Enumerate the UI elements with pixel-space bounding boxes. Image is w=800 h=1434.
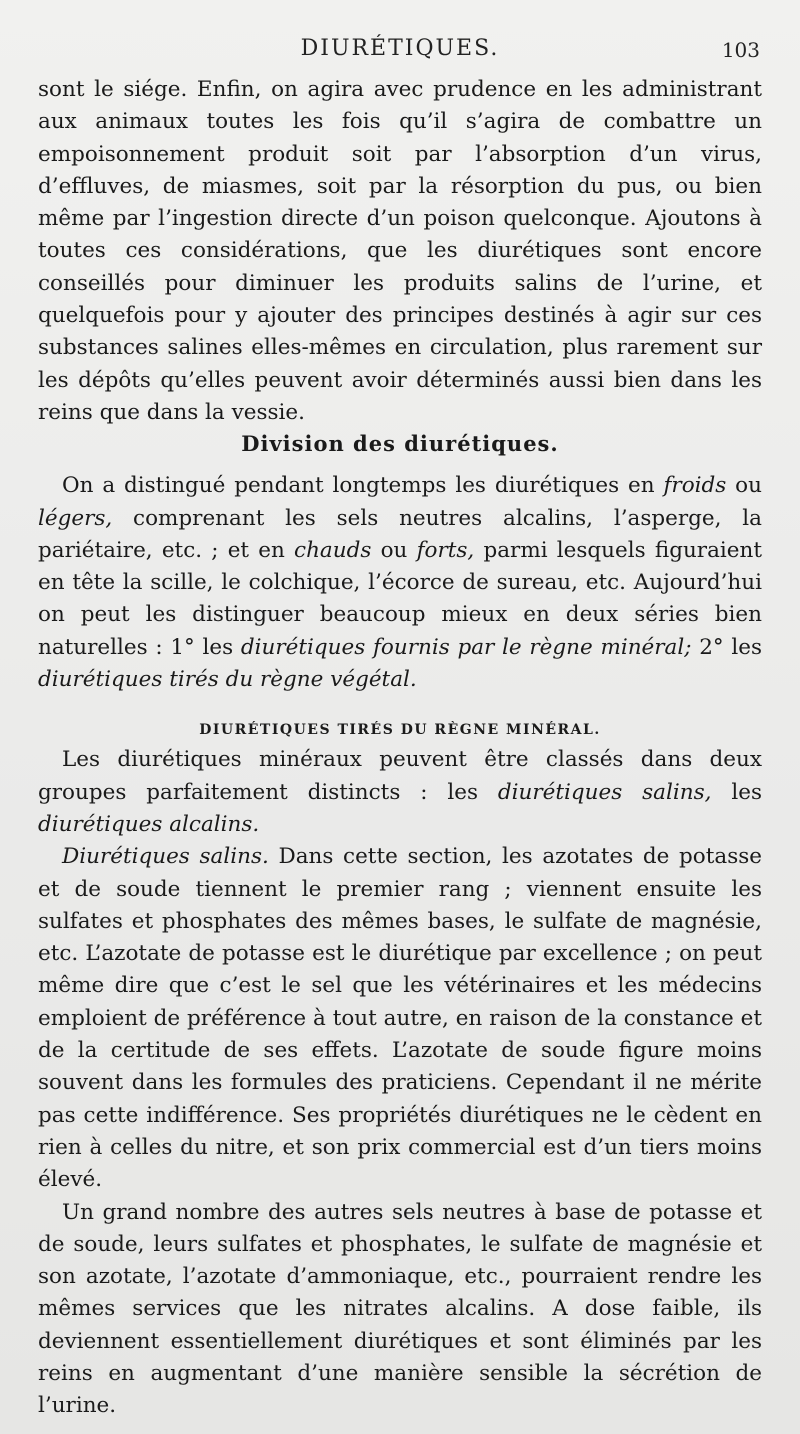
italic-vegetal-series: diurétiques tirés du règne végétal.	[38, 667, 417, 693]
text-run: ou	[726, 473, 762, 499]
italic-legers: légers,	[38, 505, 113, 531]
italic-alcalins: diurétiques alcalins.	[38, 811, 260, 837]
running-head	[38, 30, 762, 74]
text-run: ou	[371, 537, 417, 563]
subheading-mineral: DIURÉTIQUES TIRÉS DU RÈGNE MINÉRAL.	[199, 722, 601, 739]
italic-diuretiques-salins: Diurétiques salins.	[62, 844, 269, 870]
body-text	[38, 74, 762, 1423]
text-run: On a distingué pendant longtemps les diurétiques en	[62, 473, 664, 499]
section-heading-division: Division des diurétiques.	[241, 431, 559, 457]
paragraph-mineral-groups	[38, 744, 762, 841]
italic-froids: froids	[663, 473, 727, 499]
page-number: 103	[721, 38, 760, 62]
italic-chauds: chauds	[294, 537, 372, 563]
text-run: 2° les	[691, 634, 763, 660]
text-run: comprenant les sels neutres alcalins, l’asperge, la pariétaire, etc. ; et en	[38, 505, 762, 563]
paragraph-continued: sont le siége. Enfin, on agira avec prudence en les administrant aux animaux toutes les fois qu’il s’agira de combattre un empoisonnement produit soit par l’absorption d’un virus, d’effluves, de miasmes, soit par la résorption du pus, ou bien même par l’ingestion directe d’un poison quelconque. Ajoutons à toutes ces considérations, que les diurétiques sont encore conseillés pour diminuer les produits salins de l’urine, et quelquefois pour y ajouter des principes destinés à agir sur ces substances salines elles-mêmes en circulation, plus rarement sur les dépôts qu’elles peuvent avoir déterminés aussi bien dans les reins que dans la vessie.	[38, 77, 762, 425]
running-title: DIURÉTIQUES.	[300, 36, 500, 61]
paragraph-diuretiques-salins	[38, 841, 762, 1196]
text-run: parmi lesquels figuraient en tête la scille, le colchique, l’écorce de sureau, etc. Aujourd’hui on peut les distinguer beaucoup mieux en deux séries bien naturelles : 1° les	[38, 537, 762, 660]
text-run: les	[711, 779, 762, 805]
italic-forts: forts,	[416, 537, 475, 563]
paragraph-division	[38, 470, 762, 696]
paragraph-autres-sels: Un grand nombre des autres sels neutres à base de potasse et de soude, leurs sulfates et phosphates, le sulfate de magnésie et son azotate, l’azotate d’ammoniaque, etc., pourraient rendre les mêmes services que les nitrates alcalins. A dose faible, ils deviennent essentiellement diurétiques et sont éliminés par les reins en augmentant d’une manière sensible la sécrétion de l’urine.	[38, 1199, 762, 1419]
text-run: Dans cette section, les azotates de potasse et de soude tiennent le premier rang ; viennent ensuite les sulfates et phosphates des mêmes bases, le sulfate de magnésie, etc. L’azotate de potasse est le diurétique par excellence ; on peut même dire que c’est le sel que les vétérinaires et les médecins emploient de préférence à tout autre, en raison de la constance et de la certitude de ses effets. L’azotate de soude figure moins souvent dans les formules des praticiens. Cependant il ne mérite pas cette indifférence. Ses propriétés diurétiques ne le cèdent en rien à celles du nitre, et son prix commercial est d’un tiers moins élevé.	[38, 844, 762, 1193]
italic-salins: diurétiques salins,	[497, 779, 712, 805]
italic-mineral-series: diurétiques fournis par le règne minéral;	[240, 634, 692, 660]
text-run: Les diurétiques minéraux peuvent être classés dans deux groupes parfaitement distincts : les	[38, 747, 762, 805]
